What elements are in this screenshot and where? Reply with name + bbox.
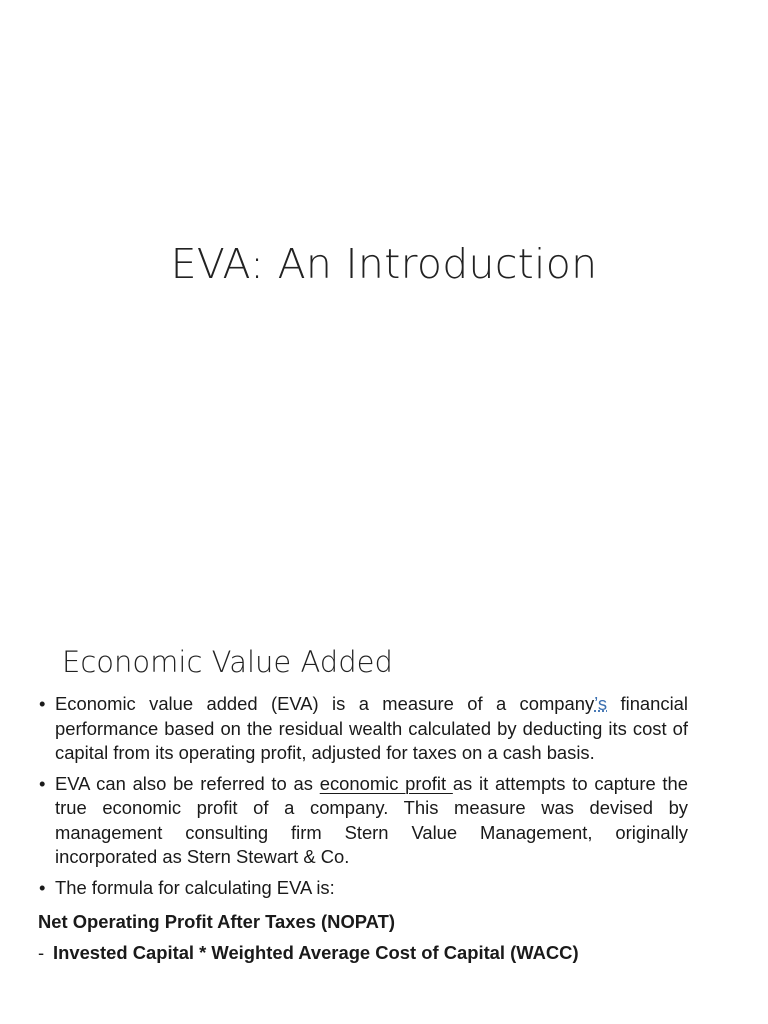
apostrophe-mark: ’s	[594, 693, 608, 714]
slide-heading: Economic Value Added	[62, 645, 393, 679]
slide-title: EVA: An Introduction	[170, 240, 598, 288]
minus-sign: -	[38, 942, 45, 963]
content-slide	[0, 576, 768, 1024]
bullet-item-formula-intro	[38, 876, 688, 901]
slide-body	[38, 692, 688, 968]
bullet-text: as it attempts to capture the true economic profit of a company. This measure was devised by management consulting firm Stern Value Management, originally incorporated as Stern Stewart & Co.	[55, 772, 688, 867]
bullet-text: Economic value added (EVA) is a measure of a company	[55, 693, 595, 714]
bullet-item-definition	[38, 692, 688, 766]
formula-nopat: Net Operating Profit After Taxes (NOPAT)	[38, 911, 395, 932]
bullet-item-economic-profit	[38, 772, 688, 870]
formula-capital-charge	[38, 937, 688, 968]
formula-capital-charge-text: Invested Capital * Weighted Average Cost of Capital (WACC)	[53, 942, 579, 963]
bullet-text: The formula for calculating EVA is:	[55, 876, 335, 898]
bullet-text: EVA can also be referred to as	[55, 772, 320, 794]
economic-profit-link[interactable]: economic profit	[319, 772, 453, 794]
bullet-list	[38, 692, 688, 900]
bullet-text: financial performance based on the residual wealth calculated by deducting its cost of capital from its operating profit, adjusted for taxes on a cash basis.	[55, 693, 688, 763]
